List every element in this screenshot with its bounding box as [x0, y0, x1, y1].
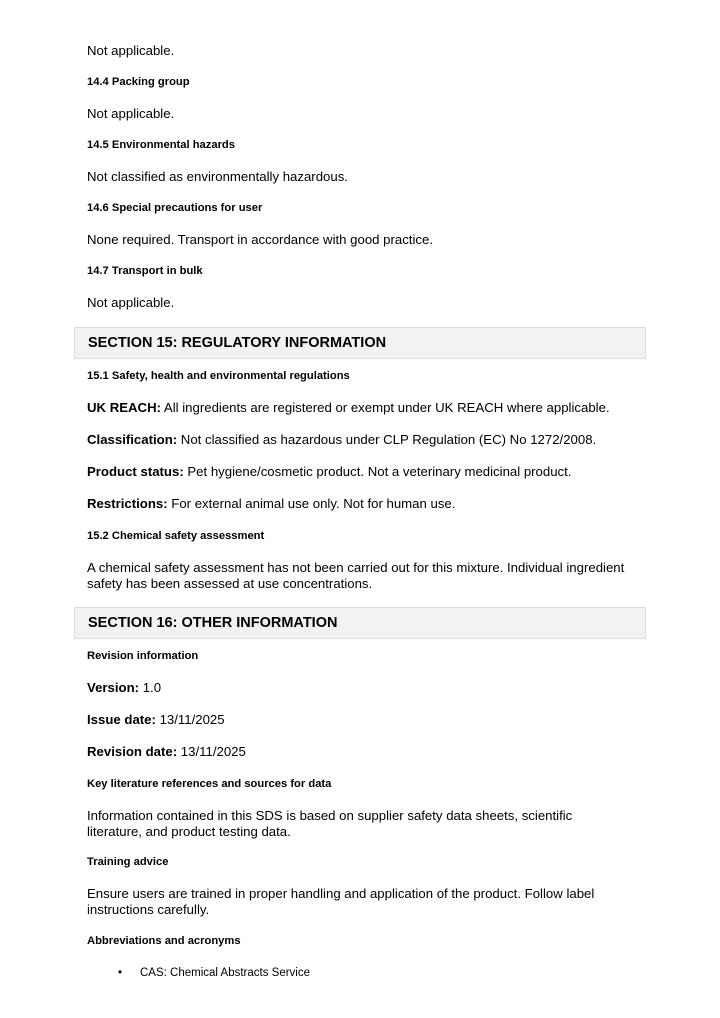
literature-heading: Key literature references and sources for data — [87, 778, 332, 790]
section-15-title: SECTION 15: REGULATORY INFORMATION — [88, 335, 387, 351]
section-15-header — [74, 327, 646, 359]
transport-bulk-text: Not applicable. — [87, 295, 175, 310]
issue-date-label: Issue date: — [87, 712, 156, 727]
revision-date-line — [87, 744, 647, 760]
packing-group-text: Not applicable. — [87, 106, 175, 121]
restrictions-text: For external animal use only. Not for human use. — [167, 496, 456, 511]
heading-14-6: 14.6 Special precautions for user — [87, 202, 263, 214]
uk-reach-line — [87, 400, 647, 416]
uk-reach-label: UK REACH: — [87, 400, 161, 415]
classification-label: Classification: — [87, 432, 178, 447]
environmental-hazards-text: Not classified as environmentally hazardous. — [87, 169, 348, 184]
heading-14-7: 14.7 Transport in bulk — [87, 265, 203, 277]
abbreviation-text: CAS: Chemical Abstracts Service — [140, 967, 311, 979]
bullet-dot-icon: • — [118, 967, 123, 979]
revision-date-label: Revision date: — [87, 744, 178, 759]
uk-reach-text: All ingredients are registered or exempt under UK REACH where applicable. — [161, 400, 610, 415]
classification-text: Not classified as hazardous under CLP Regulation (EC) No 1272/2008. — [177, 432, 597, 447]
csa-text: A chemical safety assessment has not been carried out for this mixture. Individual ingredient safety has been assessed at use concentrations. — [87, 560, 625, 591]
transport-un-text: Not applicable. — [87, 43, 175, 58]
list-item — [118, 966, 310, 980]
heading-15-1: 15.1 Safety, health and environmental regulations — [87, 370, 350, 382]
restrictions-label: Restrictions: — [87, 496, 168, 511]
heading-14-5: 14.5 Environmental hazards — [87, 139, 235, 151]
product-status-line — [87, 464, 647, 480]
restrictions-line — [87, 496, 647, 512]
special-precautions-text: None required. Transport in accordance with good practice. — [87, 232, 433, 247]
revision-date-value: 13/11/2025 — [177, 744, 246, 759]
product-status-label: Product status: — [87, 464, 184, 479]
training-heading: Training advice — [87, 856, 169, 868]
heading-15-2: 15.2 Chemical safety assessment — [87, 530, 265, 542]
version-label: Version: — [87, 680, 140, 695]
issue-date-value: 13/11/2025 — [155, 712, 225, 727]
abbreviations-heading: Abbreviations and acronyms — [87, 935, 241, 947]
product-status-text: Pet hygiene/cosmetic product. Not a veterinary medicinal product. — [183, 464, 572, 479]
section-16-title: SECTION 16: OTHER INFORMATION — [88, 615, 338, 631]
heading-14-4: 14.4 Packing group — [87, 76, 190, 88]
version-line — [87, 680, 647, 696]
issue-date-line — [87, 712, 647, 728]
classification-line — [87, 432, 647, 448]
literature-text: Information contained in this SDS is based on supplier safety data sheets, scientific literature, and product testing data. — [87, 808, 573, 839]
section-16-header — [74, 607, 646, 639]
version-value: 1.0 — [139, 680, 162, 695]
training-text: Ensure users are trained in proper handling and application of the product. Follow label instructions carefully. — [87, 886, 595, 917]
revision-heading: Revision information — [87, 650, 199, 662]
